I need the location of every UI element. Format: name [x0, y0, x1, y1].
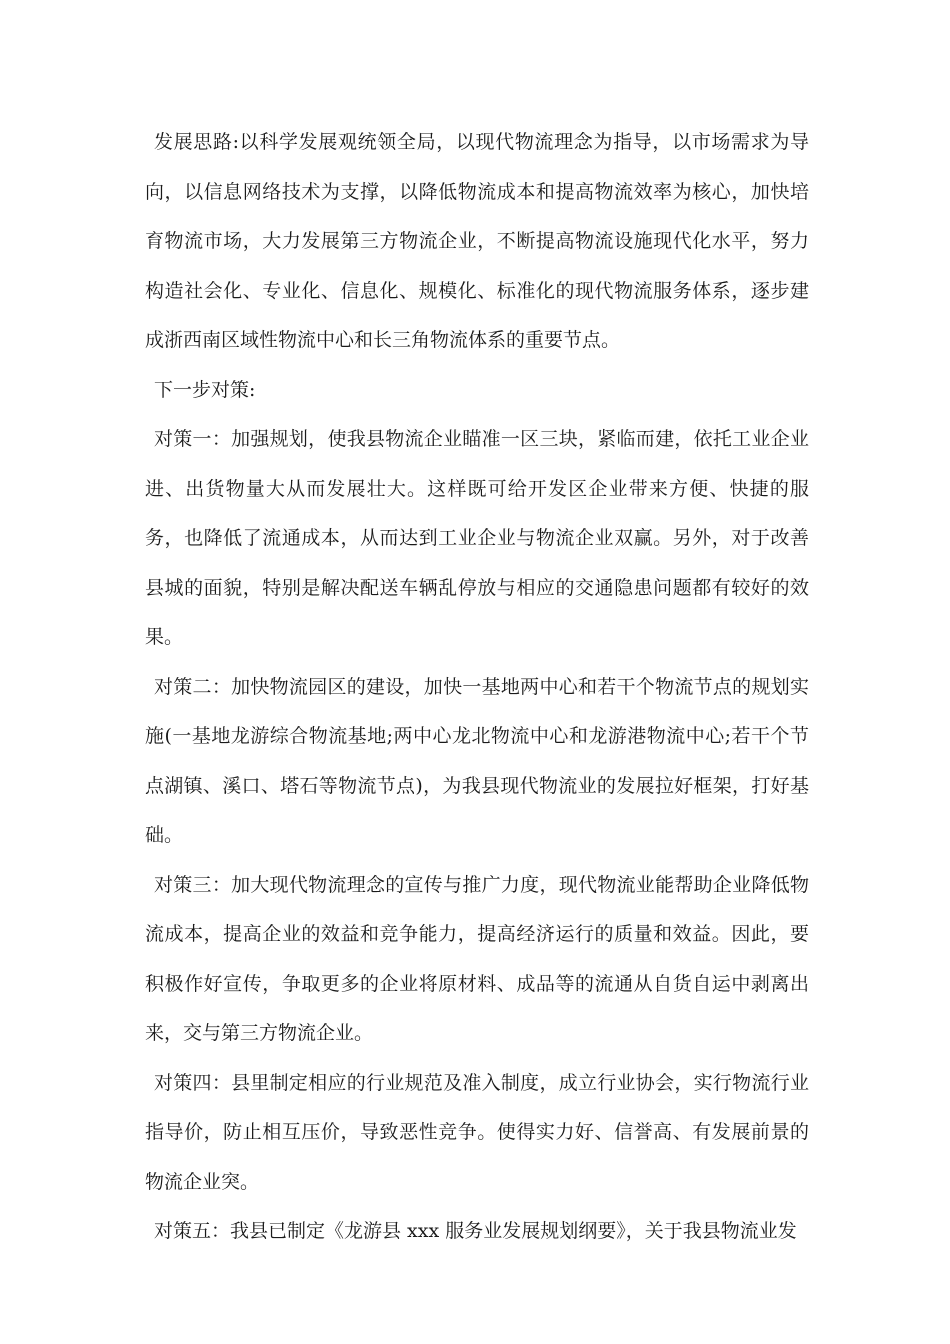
document-body	[145, 118, 809, 1257]
paragraph-next-steps-heading: 下一步对策:	[154, 378, 256, 401]
paragraph-development-approach: 发展思路:以科学发展观统领全局，以现代物流理念为指导，以市场需求为导向，以信息网络技术为支撑，以降低物流成本和提高物流效率为核心，加快培育物流市场，大力发展第三方物流企业，不断提高物流设施现代化水平，努力构造社会化、专业化、信息化、规模化、标准化的现代物流服务体系，逐步建成浙西南区域性物流中心和长三角物流体系的重要节点。	[145, 131, 809, 351]
paragraph-countermeasure-4: 对策四：县里制定相应的行业规范及准入制度，成立行业协会，实行物流行业指导价，防止相互压价，导致恶性竞争。使得实力好、信誉高、有发展前景的物流企业突。	[145, 1071, 809, 1193]
paragraph-countermeasure-5: 对策五：我县已制定《龙游县 xxx 服务业发展规划纲要》，关于我县物流业发	[154, 1220, 797, 1242]
paragraph-countermeasure-2: 对策二：加快物流园区的建设，加快一基地两中心和若干个物流节点的规划实施(一基地龙游综合物流基地;两中心龙北物流中心和龙游港物流中心;若干个节点湖镇、溪口、塔石等物流节点)，为我县现代物流业的发展拉好框架，打好基础。	[145, 675, 809, 846]
paragraph-countermeasure-3: 对策三：加大现代物流理念的宣传与推广力度，现代物流业能帮助企业降低物流成本，提高企业的效益和竞争能力，提高经济运行的质量和效益。因此，要积极作好宣传，争取更多的企业将原材料、成品等的流通从自货自运中剥离出来，交与第三方物流企业。	[145, 873, 809, 1044]
paragraph-countermeasure-1: 对策一：加强规划，使我县物流企业瞄准一区三块，紧临而建，依托工业企业进、出货物量大从而发展壮大。这样既可给开发区企业带来方便、快捷的服务，也降低了流通成本，从而达到工业企业与物流企业双赢。另外，对于改善县城的面貌，特别是解决配送车辆乱停放与相应的交通隐患问题都有较好的效果。	[145, 428, 809, 648]
